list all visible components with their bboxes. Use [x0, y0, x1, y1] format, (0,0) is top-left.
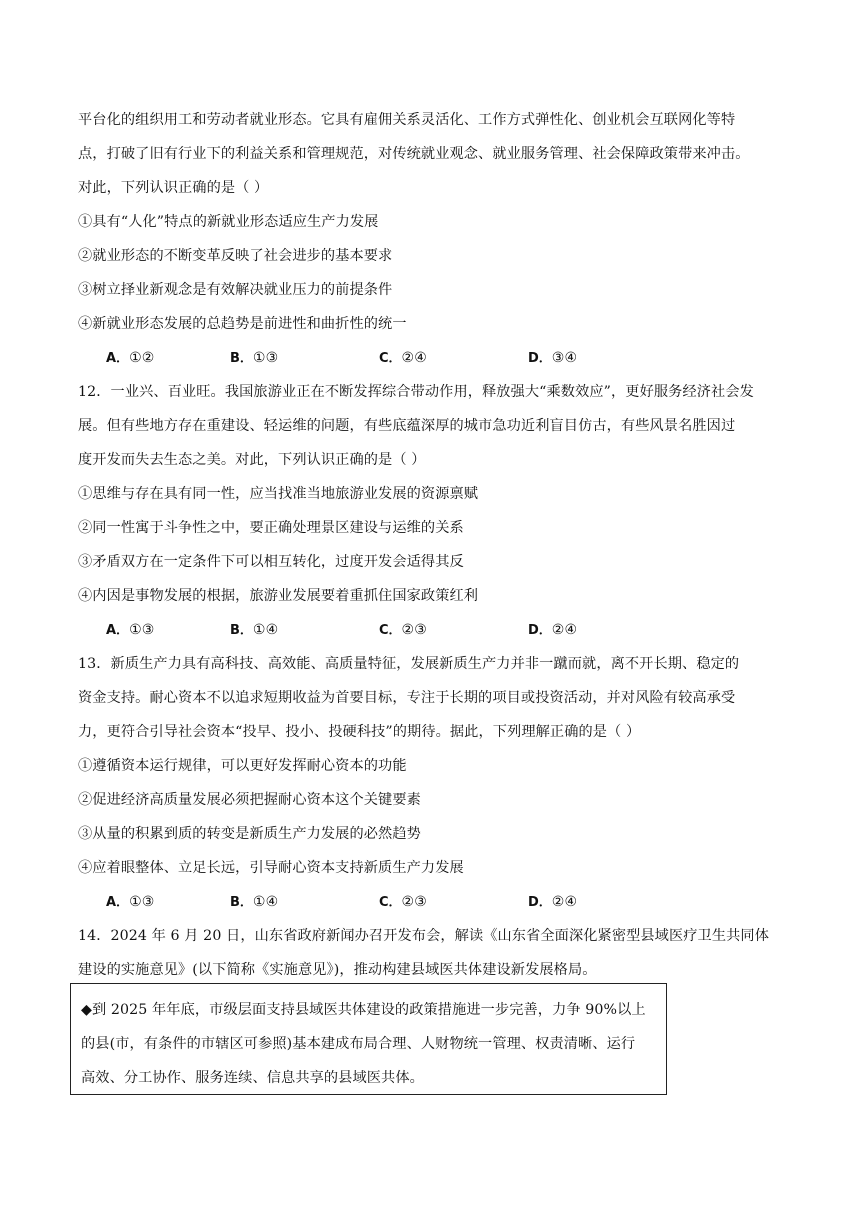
- option-letter: A．: [106, 895, 130, 910]
- statement-1: ①思维与存在具有同一性，应当找准当地旅游业发展的资源禀赋: [78, 486, 479, 502]
- question-text-line: 点，打破了旧有行业下的利益关系和管理规范，对传统就业观念、就业服务管理、社会保障政策带来冲击。: [78, 146, 750, 162]
- option-a[interactable]: [106, 892, 155, 913]
- option-text: ②③: [401, 894, 427, 910]
- material-line: ◆到 2025 年年底，市级层面支持县域医共体建设的政策措施进一步完善，力争 90%以上: [81, 1002, 646, 1018]
- question-13-text: 资金支持。耐心资本不以追求短期收益为首要目标，专注于长期的项目或投资活动，并对风险有较高承受: [78, 690, 736, 706]
- statement-4: ④内因是事物发展的根据，旅游业发展要着重抓住国家政策红利: [78, 588, 479, 604]
- option-c[interactable]: [379, 620, 427, 641]
- question-12-text: 度开发而失去生态之美。对此，下列认识正确的是（ ）: [78, 452, 426, 468]
- option-text: ①③: [129, 894, 155, 910]
- statement-2: ②就业形态的不断变革反映了社会进步的基本要求: [78, 248, 393, 264]
- option-letter: B．: [230, 623, 253, 638]
- option-letter: C．: [379, 351, 402, 366]
- question-text-line: 对此，下列认识正确的是（ ）: [78, 180, 269, 196]
- option-letter: B．: [230, 351, 253, 366]
- material-box: [70, 983, 667, 1095]
- option-text: ②④: [551, 622, 578, 638]
- question-14-text: 建设的实施意见》(以下简称《实施意见》)，推动构建县域医共体建设新发展格局。: [78, 962, 597, 978]
- question-14-text: 14．2024 年 6 月 20 日，山东省政府新闻办召开发布会，解读《山东省全面深化紧密型县域医疗卫生共同体: [78, 928, 769, 944]
- option-text: ①③: [252, 350, 279, 366]
- option-b[interactable]: [230, 620, 278, 641]
- statement-4: ④新就业形态发展的总趋势是前进性和曲折性的统一: [78, 316, 407, 332]
- option-text: ①③: [129, 622, 155, 638]
- option-text: ①②: [129, 350, 155, 366]
- option-letter: D．: [528, 895, 552, 910]
- statement-1: ①具有“人化”特点的新就业形态适应生产力发展: [78, 214, 379, 230]
- material-line: 高效、分工协作、服务连续、信息共享的县域医共体。: [81, 1070, 424, 1086]
- option-text: ②④: [551, 894, 578, 910]
- statement-3: ③从量的积累到质的转变是新质生产力发展的必然趋势: [78, 826, 421, 842]
- statement-3: ③树立择业新观念是有效解决就业压力的前提条件: [78, 282, 393, 298]
- question-12-text: 展。但有些地方存在重建设、轻运维的问题，有些底蕴深厚的城市急功近利盲目仿古，有些风景名胜因过: [78, 418, 736, 434]
- option-text: ①④: [252, 622, 279, 638]
- statement-3: ③矛盾双方在一定条件下可以相互转化，过度开发会适得其反: [78, 554, 464, 570]
- option-text: ②③: [401, 622, 427, 638]
- option-b[interactable]: [230, 892, 278, 913]
- option-letter: C．: [379, 623, 402, 638]
- option-text: ②④: [401, 350, 427, 366]
- question-12-text: 12．一业兴、百业旺。我国旅游业正在不断发挥综合带动作用，释放强大“乘数效应”，更好服务经济社会发: [78, 384, 754, 400]
- option-text: ①④: [252, 894, 279, 910]
- option-letter: D．: [528, 351, 552, 366]
- option-letter: D．: [528, 623, 552, 638]
- option-d[interactable]: [528, 892, 577, 913]
- statement-4: ④应着眼整体、立足长远，引导耐心资本支持新质生产力发展: [78, 860, 464, 876]
- option-a[interactable]: [106, 620, 155, 641]
- question-text-line: 平台化的组织用工和劳动者就业形态。它具有雇佣关系灵活化、工作方式弹性化、创业机会互联网化等特: [78, 112, 736, 128]
- option-d[interactable]: [528, 620, 577, 641]
- option-letter: A．: [106, 623, 130, 638]
- question-13-text: 13．新质生产力具有高科技、高效能、高质量特征，发展新质生产力并非一蹴而就，离不开长期、稳定的: [78, 656, 740, 672]
- option-letter: C．: [379, 895, 402, 910]
- option-c[interactable]: [379, 892, 427, 913]
- option-c[interactable]: [379, 348, 427, 369]
- statement-2: ②同一性寓于斗争性之中，要正确处理景区建设与运维的关系: [78, 520, 464, 536]
- option-d[interactable]: [528, 348, 577, 369]
- option-text: ③④: [551, 350, 578, 366]
- option-b[interactable]: [230, 348, 278, 369]
- option-letter: A．: [106, 351, 130, 366]
- option-a[interactable]: [106, 348, 155, 369]
- statement-1: ①遵循资本运行规律，可以更好发挥耐心资本的功能: [78, 758, 407, 774]
- question-13-text: 力，更符合引导社会资本“投早、投小、投硬科技”的期待。据此，下列理解正确的是（ ）: [78, 724, 641, 740]
- option-letter: B．: [230, 895, 253, 910]
- statement-2: ②促进经济高质量发展必须把握耐心资本这个关键要素: [78, 792, 421, 808]
- material-line: 的县(市，有条件的市辖区可参照)基本建成布局合理、人财物统一管理、权责清晰、运行: [81, 1036, 636, 1052]
